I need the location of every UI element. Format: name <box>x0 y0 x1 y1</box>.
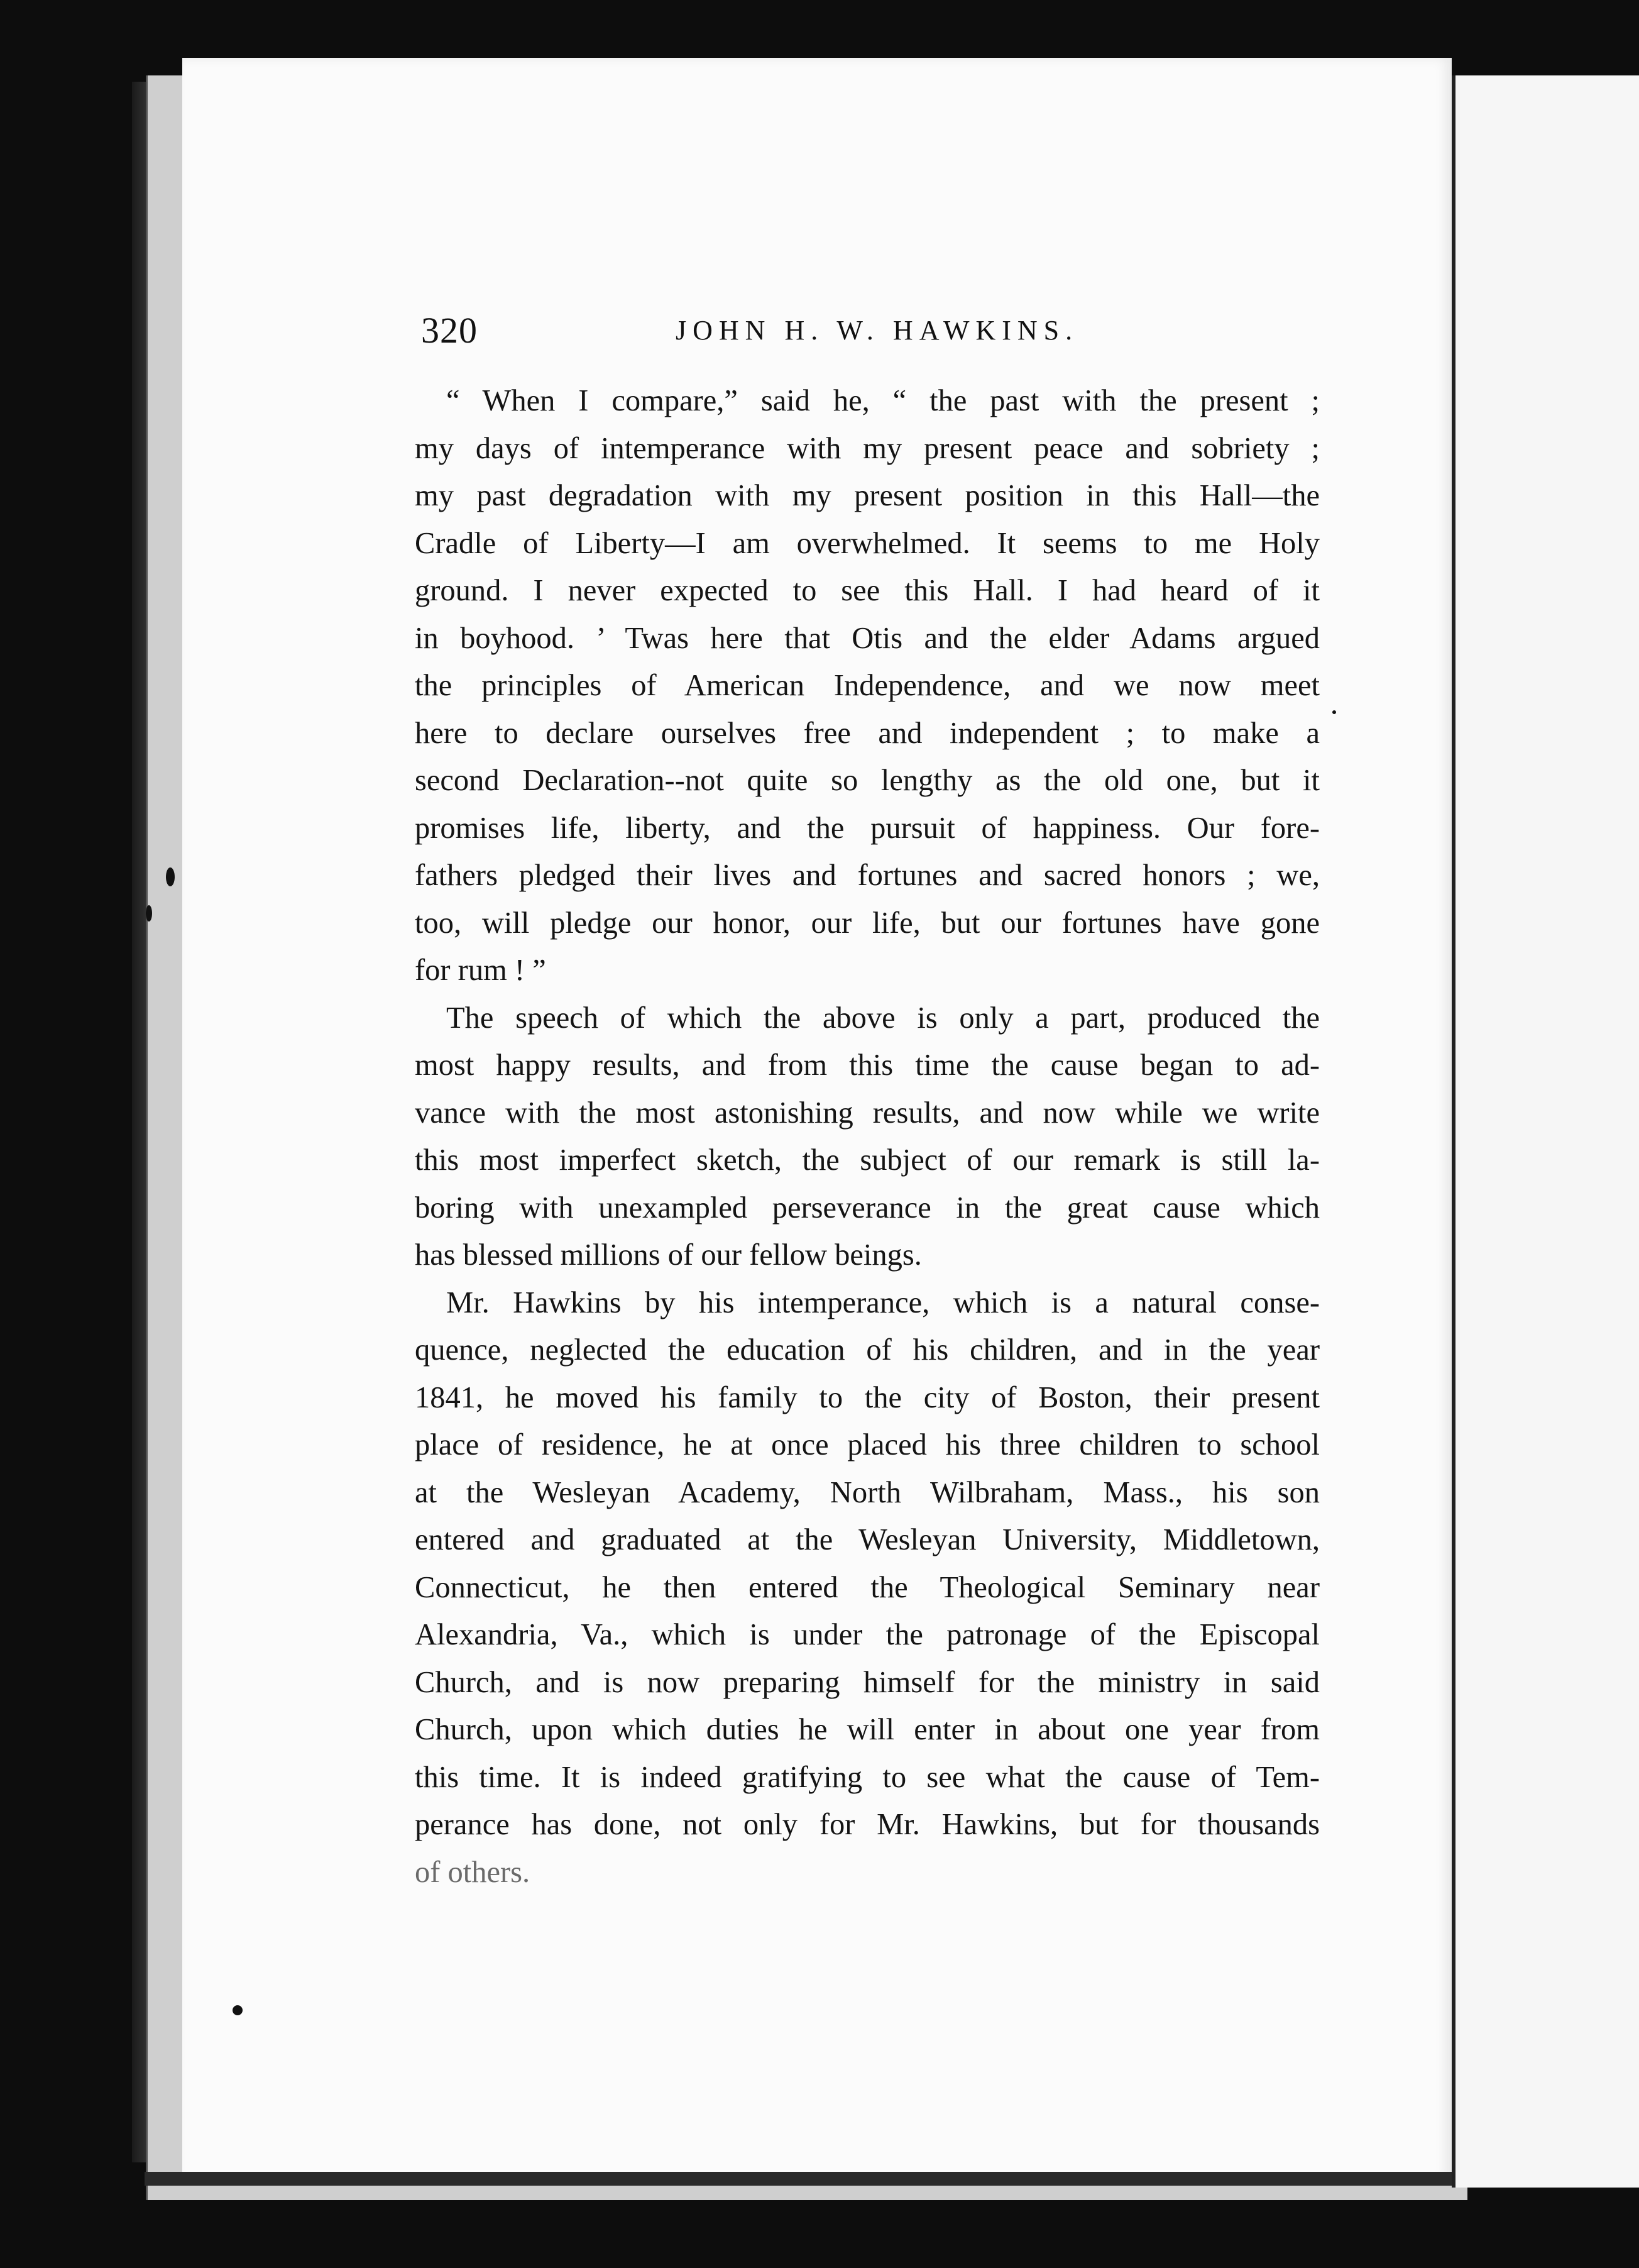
text-line: Church, upon which duties he will enter in about one year from <box>415 1713 1320 1746</box>
page-bottom-edge <box>145 2172 1452 2186</box>
text-line: Church, and is now preparing himself for the ministry in said <box>415 1665 1320 1699</box>
text-line: Cradle of Liberty—I am overwhelmed. It seems to me Holy <box>415 526 1320 560</box>
text-line: Mr. Hawkins by his intemperance, which is a natural conse- <box>446 1285 1320 1319</box>
text-line: vance with the most astonishing results, and now while we write <box>415 1096 1320 1130</box>
text-line: second Declaration--not quite so lengthy as the old one, but it <box>415 764 1320 797</box>
text-line: 1841, he moved his family to the city of Boston, their present <box>415 1380 1320 1414</box>
text-line: ground. I never expected to see this Hall. I had heard of it <box>415 574 1320 607</box>
text-line: Connecticut, he then entered the Theological Seminary near <box>415 1570 1320 1604</box>
body-text <box>415 377 1320 1896</box>
text-line: promises life, liberty, and the pursuit of happiness. Our fore- <box>415 811 1320 845</box>
scan-speck <box>233 2005 243 2015</box>
text-line: most happy results, and from this time the cause began to ad- <box>415 1049 1320 1082</box>
text-line: the principles of American Independence, and we now meet <box>415 669 1320 702</box>
text-line: my days of intemperance with my present peace and sobriety ; <box>415 431 1320 465</box>
text-line: my past degradation with my present position in this Hall—the <box>415 479 1320 512</box>
text-line: of others. <box>415 1855 530 1889</box>
text-line: this time. It is indeed gratifying to see what the cause of Tem- <box>415 1760 1320 1794</box>
text-line: for rum ! ” <box>415 954 546 987</box>
text-line: here to declare ourselves free and independent ; to make a <box>415 716 1320 750</box>
text-line: Alexandria, Va., which is under the patronage of the Episcopal <box>415 1618 1320 1651</box>
paragraph <box>415 377 1320 994</box>
text-line: boring with unexampled perseverance in the great cause which <box>415 1191 1320 1225</box>
scan-speck <box>146 905 152 922</box>
facing-page-edge <box>1452 75 1639 2188</box>
text-line: quence, neglected the education of his children, and in the year <box>415 1333 1320 1367</box>
text-line: place of residence, he at once placed his three children to school <box>415 1428 1320 1462</box>
text-line: too, will pledge our honor, our life, but our fortunes have gone <box>415 906 1320 940</box>
scan-speck <box>1332 710 1336 714</box>
paragraph <box>415 994 1320 1279</box>
text-line: has blessed millions of our fellow beings. <box>415 1238 922 1272</box>
paragraph <box>415 1279 1320 1896</box>
page-number: 320 <box>421 310 478 351</box>
scan-speck <box>166 867 175 886</box>
text-line: The speech of which the above is only a part, produced the <box>446 1001 1320 1035</box>
text-line: entered and graduated at the Wesleyan University, Middletown, <box>415 1523 1320 1556</box>
text-line: perance has done, not only for Mr. Hawkins, but for thousands <box>415 1808 1320 1841</box>
running-head: JOHN H. W. HAWKINS. <box>676 315 1079 346</box>
text-line: at the Wesleyan Academy, North Wilbraham, Mass., his son <box>415 1475 1320 1509</box>
text-line: in boyhood. ’ Twas here that Otis and the elder Adams argued <box>415 621 1320 655</box>
text-line: “ When I compare,” said he, “ the past with the present ; <box>446 384 1320 417</box>
text-line: fathers pledged their lives and fortunes and sacred honors ; we, <box>415 859 1320 892</box>
page-header <box>421 309 1332 360</box>
text-line: this most imperfect sketch, the subject of our remark is still la- <box>415 1143 1320 1177</box>
